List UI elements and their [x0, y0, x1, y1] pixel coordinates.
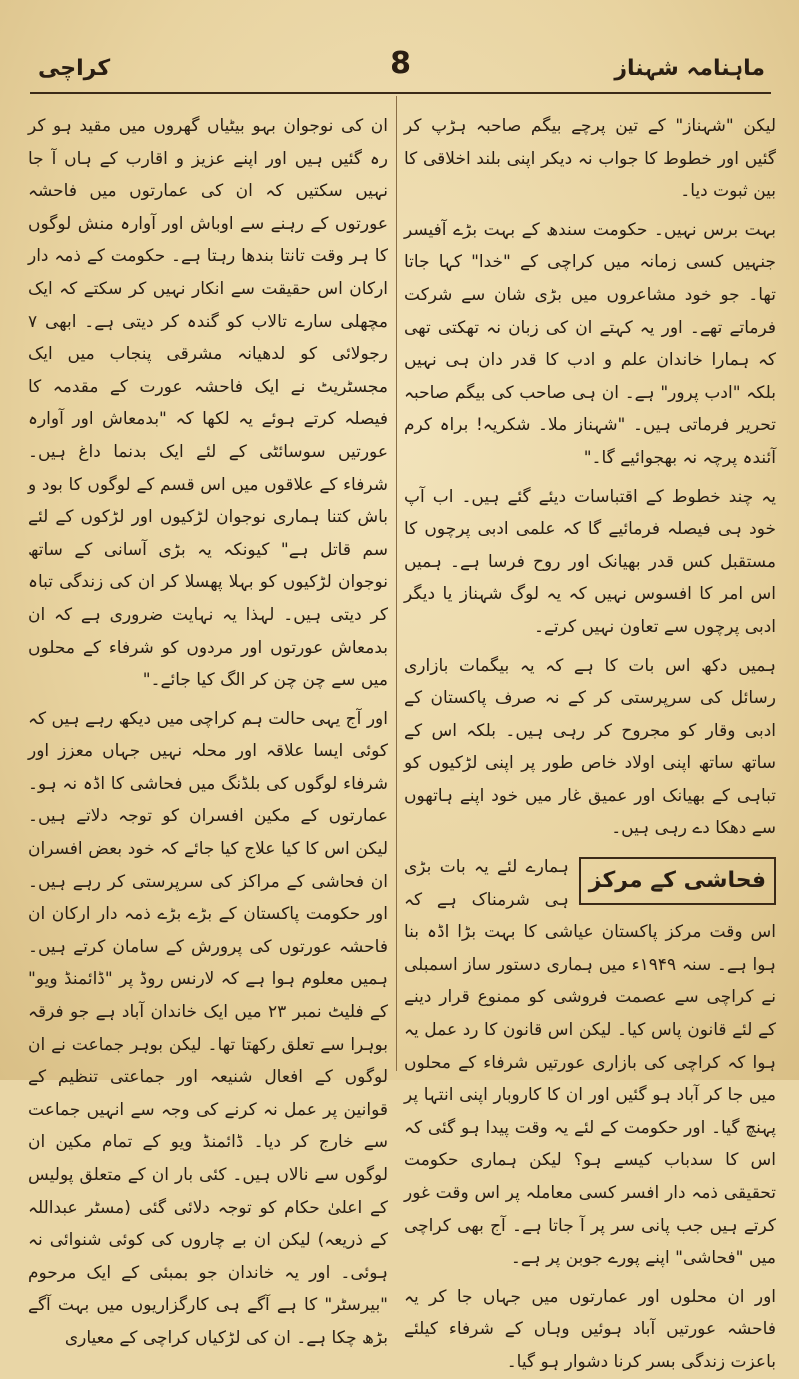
paragraph: بہت برس نہیں۔ حکومت سندھ کے بہت بڑے آفیسر جنہیں کسی زمانہ میں کراچی کے "خدا" کہا جاتا تھا۔ جو خود مشاعروں میں بڑی شان سے شرکت فرماتے تھے۔ اور یہ کہتے ان کی زبان نہ تھکتی تھی کہ ہمارا خاندان علم و ادب کا قدر دان ہی نہیں بلکہ "ادب پرور" ہے۔ ان ہی صاحب کی بیگم صاحبہ تحریر فرماتی ہیں۔ "شہناز ملا۔ شکریہ! براہ کرم آئندہ پرچہ نہ بھجوائیے گا۔" [404, 219, 776, 468]
magazine-title: ماہنامہ شہناز [614, 56, 765, 81]
paragraph: لیکن "شہناز" کے تین پرچے بیگم صاحبہ ہڑپ کر گئیں اور خطوط کا جواب نہ دیکر اپنی بلند اخلاقی کا بین ثبوت دیا۔ [404, 116, 776, 202]
paragraph: ان کی نوجوان بہو بیٹیاں گھروں میں مقید ہو کر رہ گئیں ہیں اور اپنے عزیز و اقارب کے ہاں آ جا نہیں سکتیں کہ ان کی عمارتوں میں فاحشہ عورتوں کے رہنے سے اوباش اور آوارہ منش لوگوں کا ہر وقت تانتا بندھا رہتا ہے۔ حکومت کے ذمہ دار ارکان اس حقیقت سے انکار نہیں کر سکتے کہ ایک مچھلی سارے تالاب کو گندہ کر دیتی ہے۔ ابھی ۷ رجولائی کو لدھیانہ مشرقی پنجاب میں ایک مجسٹریٹ نے ایک فاحشہ عورت کے مقدمہ کا فیصلہ کرتے ہوئے یہ لکھا کہ "بدمعاش اور آوارہ عورتیں سوسائٹی کے لئے ایک بدنما داغ ہیں۔ شرفاء کے علاقوں میں اس قسم کے لوگوں کا بود و باش کتنا ہماری نوجوان لڑکیوں اور لڑکوں کے لئے سم قاتل ہے" کیونکہ یہ بڑی آسانی کے ساتھ نوجوان لڑکیوں کو بہلا پھسلا کر ان کی زندگی تباہ کر دیتی ہیں۔ لہذا یہ نہایت ضروری ہے کہ ان بدمعاش عورتوں اور مردوں کو شرفاء کے محلوں میں سے چن چن کر الگ کیا جائے۔" [28, 116, 388, 691]
paragraph: اور آج یہی حالت ہم کراچی میں دیکھ رہے ہیں کہ کوئی ایسا علاقہ اور محلہ نہیں جہاں معزز اور شرفاء لوگوں کی بلڈنگ میں فحاشی کا اڈہ نہ ہو۔ عمارتوں کے مکین افسران کو توجہ دلاتے ہیں۔ لیکن اس کا کیا علاج کیا جائے کہ خود بعض افسران ان فحاشی کے مراکز کی سرپرستی کر رہے ہیں۔ اور حکومت پاکستان کے بڑے بڑے ذمہ دار ارکان ان فاحشہ عورتوں کی پرورش کے سامان کرتے ہیں۔ ہمیں معلوم ہوا ہے کہ لارنس روڈ پر "ڈائمنڈ ویو" کے فلیٹ نمبر ۲۳ میں ایک خاندان آباد ہے جو فرقہ بوہرا سے تعلق رکھتا تھا۔ لیکن بوہر جماعت نے ان لوگوں کے افعال شنیعہ اور جماعتی تنظیم کے قوانین پر عمل نہ کرنے کی وجہ سے انہیں جماعت سے خارج کر دیا۔ ڈائمنڈ ویو کے تمام مکین ان لوگوں سے نالاں ہیں۔ کئی بار ان کے متعلق پولیس کے اعلیٰ حکام کو توجہ دلائی گئی (مسٹر عبداللہ کے ذریعہ) لیکن ان بے چاروں کی کوئی شنوائی نہ ہوئی۔ اور یہ خاندان جو بمبئی کے ایک مرحوم "بیرسٹر" کا ہے آگے ہی کارگزاریوں میں بہت آگے بڑھ چکا ہے۔ ان کی لڑکیاں کراچی کے معیاری [28, 708, 388, 1348]
right-column [404, 110, 776, 1372]
left-column [28, 110, 388, 1348]
header-rule [30, 92, 771, 94]
section-subheading: فحاشی کے مرکز [579, 857, 776, 905]
page-number: 8 [390, 46, 411, 81]
paragraph: ہمارے لئے یہ بات بڑی ہی شرمناک ہے کہ اس وقت مرکز پاکستان عیاشی کا بہت بڑا اڈہ بنا ہوا ہے۔ سنہ ۱۹۴۹ء میں ہماری دستور ساز اسمبلی نے کراچی سے عصمت فروشی کو ممنوع قرار دینے کے لئے قانون پاس کیا۔ لیکن اس قانون کا رد عمل یہ ہوا کہ کراچی کی بازاری عورتیں شرفاء کے محلوں میں جا کر آباد ہو گئیں اور ان کا کاروبار اپنی انتہا پر پہنچ گیا۔ اور حکومت کے لئے یہ وقت پیدا ہو گئی کہ اس کا سدباب کیسے ہو؟ لیکن ہماری حکومت تحقیقی ذمہ دار افسر کسی معاملہ پر اس وقت غور کرتے ہیں جب پانی سر پر آ جاتا ہے۔ آج بھی کراچی میں "فحاشی" اپنے پورے جوبن پر ہے۔ [404, 857, 776, 1269]
city-name: کراچی [38, 56, 111, 81]
column-divider [396, 96, 397, 1071]
paragraph: یہ چند خطوط کے اقتباسات دیئے گئے ہیں۔ اب آپ خود ہی فیصلہ فرمائیے گا کہ علمی ادبی پرچوں کا مستقبل کس قدر بھیانک اور روح فرسا ہے۔ ہمیں اس امر کا افسوس نہیں کہ یہ لوگ شہناز یا دیگر ادبی پرچوں سے تعاون نہیں کرتے۔ [404, 486, 776, 637]
paragraph: ہمیں دکھ اس بات کا ہے کہ یہ بیگمات بازاری رسائل کی سرپرستی کر کے نہ صرف پاکستان کے ادبی وقار کو مجروح کر رہی ہیں۔ بلکہ اس کے ساتھ ساتھ اپنی اولاد خاص طور پر اپنی لڑکیوں کو تباہی کے بھیانک اور عمیق غار میں خود اپنے ہاتھوں سے دھکا دے رہی ہیں۔ [404, 655, 776, 839]
page-header [30, 46, 771, 94]
paragraph: اور ان محلوں اور عمارتوں میں جہاں جا کر یہ فاحشہ عورتیں آباد ہوئیں وہاں کے شرفاء کیلئے باعزت زندگی بسر کرنا دشوار ہو گیا۔ [404, 1286, 776, 1372]
